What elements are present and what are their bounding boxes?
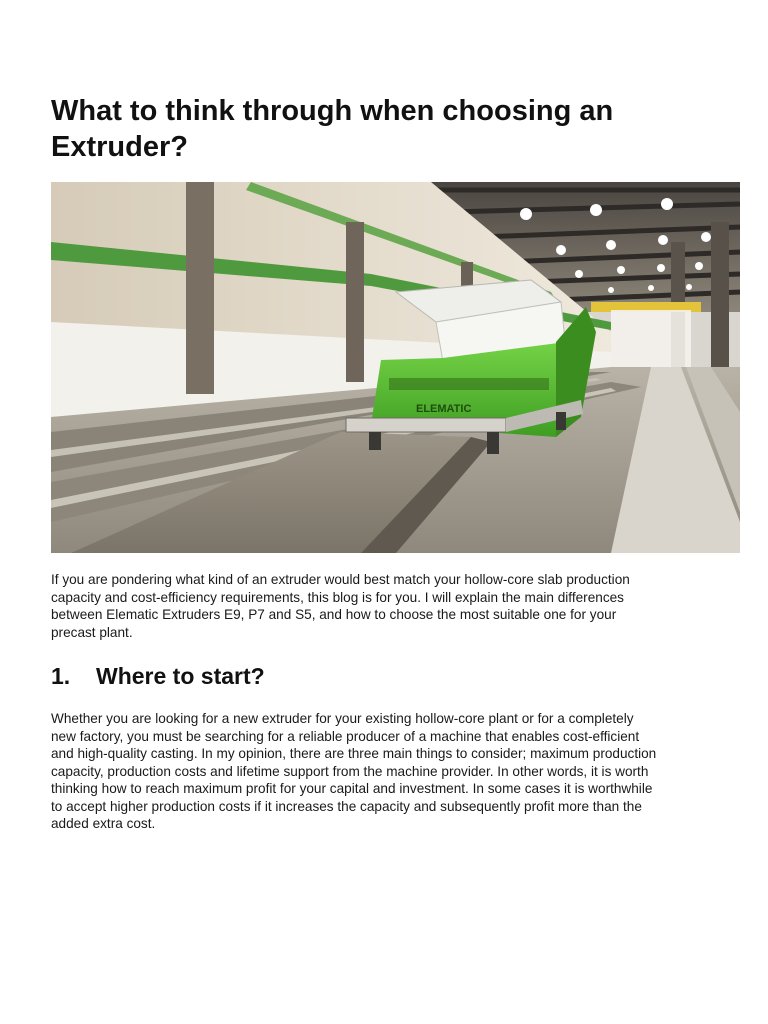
- steel-column: [186, 182, 214, 394]
- section-body-paragraph: Whether you are looking for a new extruder for your existing hollow-core plant or for a completely new factory, you must be searching for a reliable producer of a machine that enables cost-efficient and high-quality casting. In my opinion, there are three main things to consider; maximum production capacity, production costs and lifetime support from the machine provider. In other words, it is worth thinking how to reach maximum profit for your capital and investment. In some cases it is worthwhile to accept higher production costs if it increases the capacity and subsequently profit more than the added extra cost.: [51, 711, 657, 831]
- machine-logo: ELEMATIC: [416, 403, 472, 415]
- intro-paragraph: If you are pondering what kind of an extruder would best match your hollow-core slab production capacity and cost-efficiency requirements, this blog is for you. I will explain the main differences between Elematic Extruders E9, P7 and S5, and how to choose the most suitable one for your precast plant.: [51, 572, 630, 640]
- page-title: What to think through when choosing an Extruder?: [51, 95, 614, 163]
- extruder-photo: [51, 182, 740, 553]
- section-title: Where to start?: [96, 663, 265, 689]
- section-heading: [51, 661, 265, 691]
- section-number: 1.: [51, 663, 71, 689]
